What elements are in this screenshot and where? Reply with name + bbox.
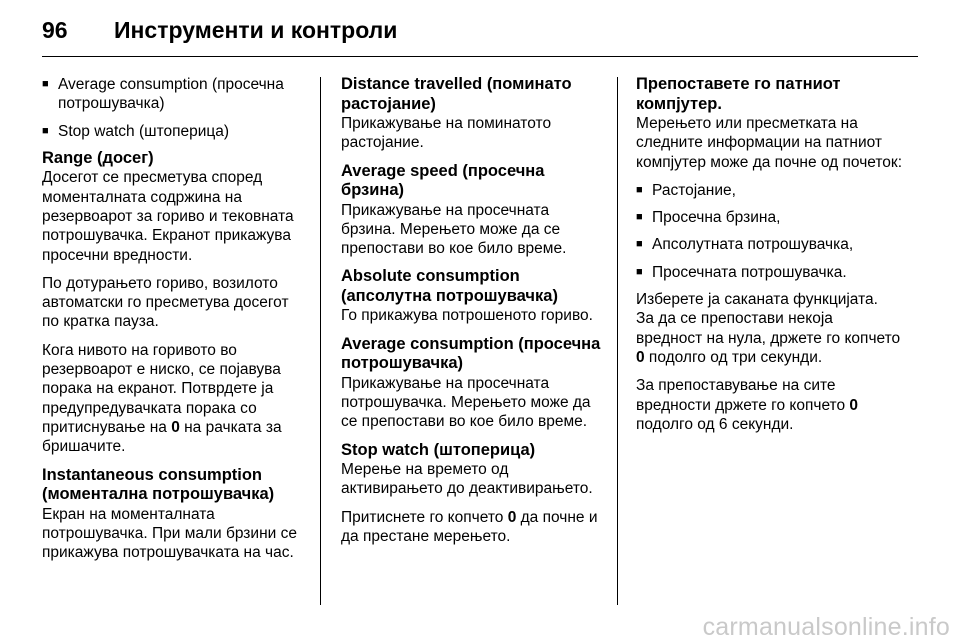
reset-paragraph: Мерењето или пресметката на следните информации на патниот компјутер може да почне од почеток: xyxy=(636,115,903,171)
button-symbol: 0 xyxy=(507,508,517,526)
distance-paragraph: Прикажување на поминатото растојание. xyxy=(341,115,552,152)
text-span: Изберете ја саканата функцијата. xyxy=(636,291,878,309)
average-speed-heading: Average speed (просечна брзина) xyxy=(341,161,545,200)
page-title: Инструменти и контроли xyxy=(114,16,398,43)
column-1 xyxy=(42,75,308,571)
text-span: да почне и да престане мерењето. xyxy=(341,508,598,546)
watermark: carmanualsonline.info xyxy=(702,613,950,641)
range-paragraph-2: По дотурањето гориво, возилото автоматски го пресметува досегот по кратка пауза. xyxy=(42,274,289,331)
button-symbol: 0 xyxy=(636,348,645,366)
stop-watch-paragraph-2 xyxy=(341,508,607,547)
text-span: За препоставување на сите вредности држете го копчето xyxy=(636,377,850,414)
list-item: ■ Stop watch (штоперица) xyxy=(42,122,308,141)
page-header xyxy=(42,12,397,48)
list-item: ■ Растојание, xyxy=(636,181,902,200)
list-item: ■ Просечна брзина, xyxy=(636,208,902,227)
stop-watch-heading: Stop watch (штоперица) xyxy=(341,440,536,459)
reset-heading: Препоставете го патниот компјутер. xyxy=(636,75,841,113)
text-span: За да се препостави некоја вредност на нула, држете го копчето xyxy=(636,310,901,347)
absolute-consumption-paragraph: Го прикажува потрошеното гориво. xyxy=(341,307,593,325)
average-consumption-heading: Average consumption (просечна потрошувачка) xyxy=(341,334,601,373)
distance-heading: Distance travelled (поминато растојание) xyxy=(341,75,572,113)
list-item: ■ Average consumption (просечна потрошувачка) xyxy=(42,75,308,114)
bullet-list xyxy=(42,75,308,141)
range-heading: Range (досег) xyxy=(42,148,154,167)
header-rule xyxy=(42,56,918,57)
text-span: на рачката за бришачите. xyxy=(42,418,282,456)
text-span: Притиснете го копчето xyxy=(341,508,508,526)
stop-watch-paragraph-1: Мерење на времето од активирањето до деактивирањето. xyxy=(341,461,593,498)
range-paragraph-3 xyxy=(42,341,308,457)
absolute-consumption-heading: Absolute consumption (апсолутна потрошувачка) xyxy=(341,267,558,305)
column-divider-2 xyxy=(617,77,618,605)
list-item: ■ Просечната потрошувачка. xyxy=(636,263,902,282)
text-span: подолго од 6 секунди. xyxy=(636,415,794,433)
column-3 xyxy=(636,75,902,443)
page-number: 96 xyxy=(42,16,68,43)
list-item: ■ Апсолутната потрошувачка, xyxy=(636,235,902,254)
instant-consumption-paragraph: Екран на моменталната потрошувачка. При мали брзини се прикажува потрошувачката на час. xyxy=(42,505,297,562)
reset-all-paragraph xyxy=(636,376,902,434)
text-span: подолго од три секунди. xyxy=(644,348,823,366)
select-paragraph xyxy=(636,290,902,367)
column-2 xyxy=(341,75,607,555)
instant-consumption-heading: Instantaneous consumption (моментална потрошувачка) xyxy=(42,465,275,504)
button-symbol: 0 xyxy=(849,396,859,414)
range-paragraph-1: Досегот се пресметува според моменталната содржина на резервоарот за гориво и тековната потрошувачка. Екранот прикажува просечни вредности. xyxy=(42,169,294,264)
text-span: Кога нивото на горивото во резервоарот е ниско, се појавува порака на екранот. Потврдете ја предупредувачката порака со притиснување на xyxy=(42,341,281,436)
button-symbol: 0 xyxy=(171,418,180,436)
average-speed-paragraph: Прикажување на просечната брзина. Мерењето може да се препостави во кое било време. xyxy=(341,201,567,258)
column-divider-1 xyxy=(320,77,321,605)
bullet-list xyxy=(636,181,902,282)
average-consumption-paragraph: Прикажување на просечната потрошувачка. Мерењето може да се препостави во кое било време. xyxy=(341,374,591,431)
